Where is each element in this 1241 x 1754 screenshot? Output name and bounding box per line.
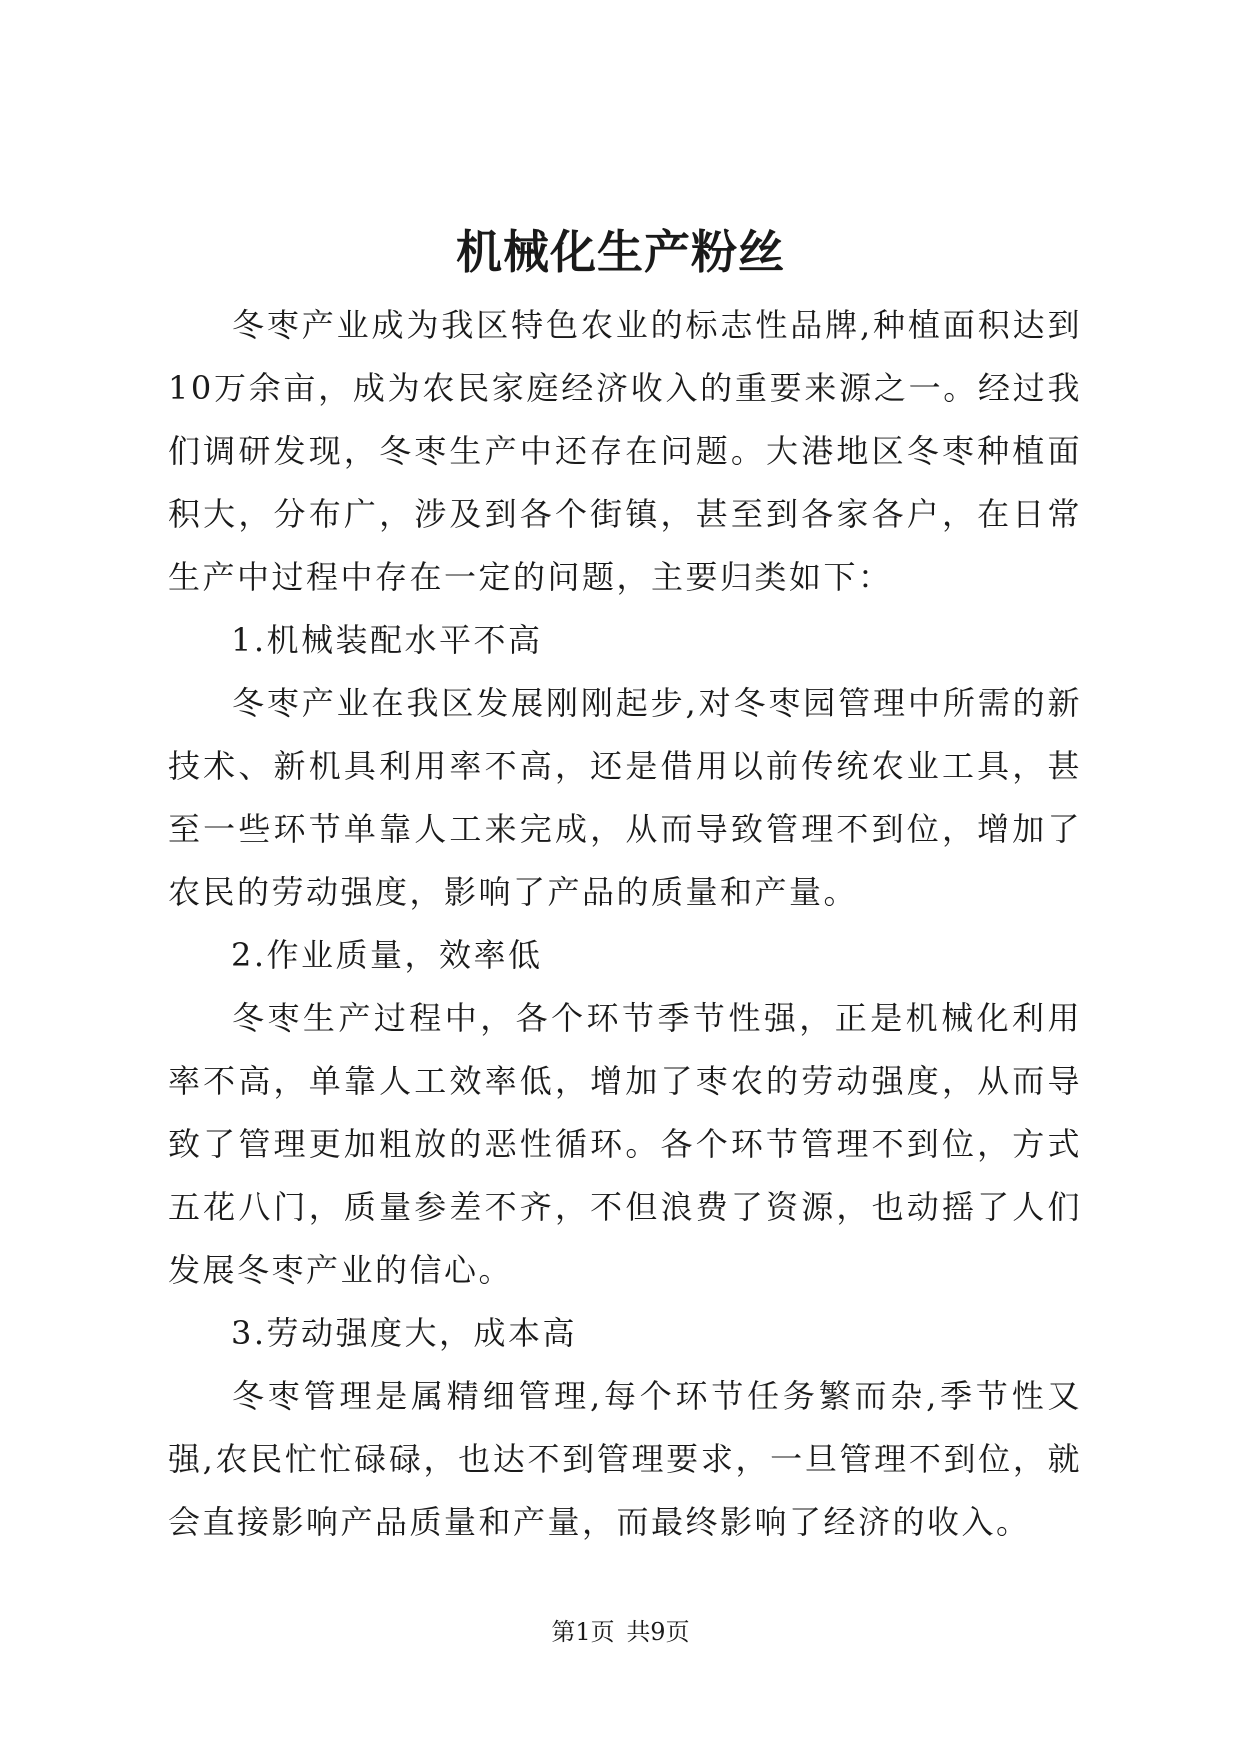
section-heading-2: 2.作业质量，效率低	[231, 936, 543, 974]
section-heading-1: 1.机械装配水平不高	[231, 621, 543, 659]
document-body	[168, 294, 1082, 1554]
paragraph-section-3: 冬枣管理是属精细管理,每个环节任务繁而杂,季节性又强,农民忙忙碌碌，也达不到管理要求，一旦管理不到位，就会直接影响产品质量和产量，而最终影响了经济的收入。	[168, 1377, 1082, 1541]
paragraph-section-1: 冬枣产业在我区发展刚刚起步,对冬枣园管理中所需的新技术、新机具利用率不高，还是借用以前传统农业工具，甚至一些环节单靠人工来完成，从而导致管理不到位，增加了农民的劳动强度，影响了产品的质量和产量。	[168, 684, 1082, 911]
section-heading-3: 3.劳动强度大，成本高	[231, 1314, 578, 1352]
document-title: 机械化生产粉丝	[456, 225, 785, 279]
page-footer	[0, 1616, 1241, 1648]
page-total: 共9页	[626, 1618, 690, 1646]
page-number: 第1页	[551, 1618, 615, 1646]
paragraph-section-2: 冬枣生产过程中，各个环节季节性强，正是机械化利用率不高，单靠人工效率低，增加了枣农的劳动强度，从而导致了管理更加粗放的恶性循环。各个环节管理不到位，方式五花八门，质量参差不齐，不但浪费了资源，也动摇了人们发展冬枣产业的信心。	[168, 999, 1082, 1289]
paragraph-intro: 冬枣产业成为我区特色农业的标志性品牌,种植面积达到10万余亩，成为农民家庭经济收入的重要来源之一。经过我们调研发现，冬枣生产中还存在问题。大港地区冬枣种植面积大，分布广，涉及到各个街镇，甚至到各家各户，在日常生产中过程中存在一定的问题，主要归类如下：	[168, 306, 1082, 596]
